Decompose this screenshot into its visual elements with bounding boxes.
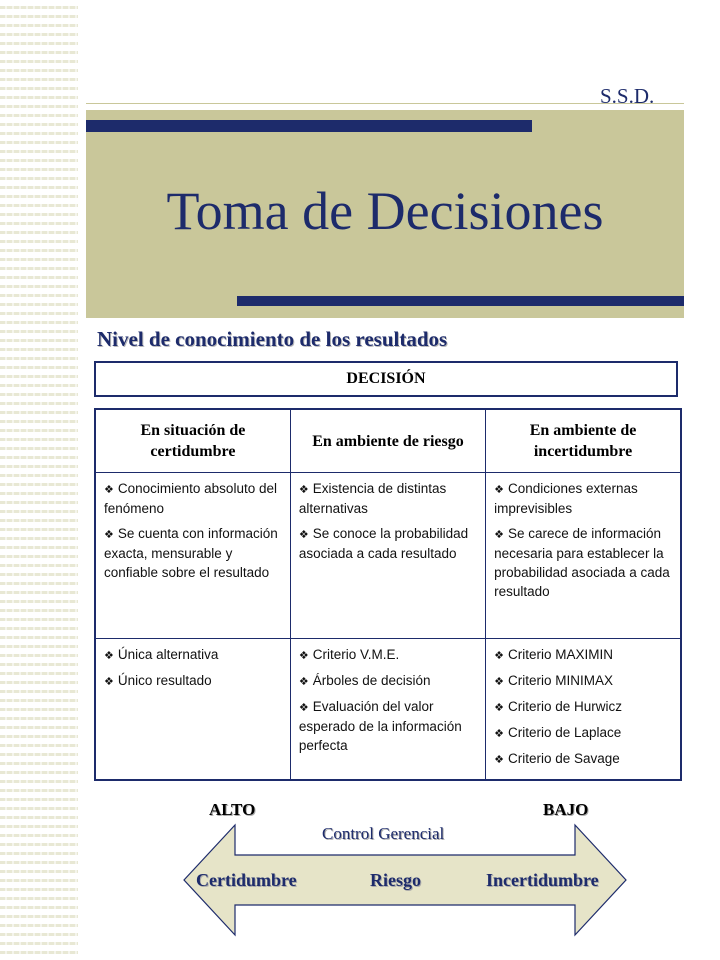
diamond-bullet-icon: ❖ bbox=[104, 483, 114, 496]
diamond-bullet-icon: ❖ bbox=[494, 649, 504, 662]
list-item-text: Criterio de Savage bbox=[507, 751, 620, 766]
spectrum-uncertainty: Incertidumbre bbox=[486, 870, 599, 890]
characteristics-cell-certainty bbox=[95, 473, 290, 639]
list-item bbox=[494, 697, 674, 717]
list-item-text: Árboles de decisión bbox=[312, 673, 431, 688]
control-label: Control Gerencial bbox=[322, 824, 445, 843]
control-high-label: ALTO bbox=[209, 800, 256, 819]
list-item bbox=[299, 479, 479, 518]
title-bar-bottom bbox=[237, 296, 684, 306]
methods-cell-certainty bbox=[95, 639, 290, 781]
list-item bbox=[494, 479, 674, 518]
column-heading-uncertainty: En ambiente de incertidumbre bbox=[486, 409, 681, 473]
diamond-bullet-icon: ❖ bbox=[298, 701, 309, 714]
list-item bbox=[104, 645, 284, 665]
diamond-bullet-icon: ❖ bbox=[494, 483, 504, 496]
diamond-bullet-icon: ❖ bbox=[104, 528, 114, 541]
top-rule bbox=[86, 103, 684, 104]
list-item-text: Criterio de Laplace bbox=[507, 725, 622, 740]
list-item-text: Criterio V.M.E. bbox=[312, 647, 400, 662]
characteristics-cell-uncertainty bbox=[486, 473, 681, 639]
list-item bbox=[299, 671, 479, 691]
diamond-bullet-icon: ❖ bbox=[298, 528, 309, 541]
list-item-text: Único resultado bbox=[117, 673, 212, 688]
list-item bbox=[104, 479, 284, 518]
column-heading-risk: En ambiente de riesgo bbox=[290, 409, 485, 473]
list-item-text: Conocimiento absoluto del fenómeno bbox=[104, 481, 277, 516]
spectrum-risk: Riesgo bbox=[370, 870, 421, 890]
section-subtitle: Nivel de conocimiento de los resultados bbox=[97, 327, 448, 351]
list-item-text: Se cuenta con información exacta, mensurable y confiable sobre el resultado bbox=[104, 526, 278, 580]
diamond-bullet-icon: ❖ bbox=[494, 701, 504, 714]
title-bar-top bbox=[86, 120, 532, 132]
list-item-text: Criterio MINIMAX bbox=[507, 673, 613, 688]
methods-cell-uncertainty bbox=[486, 639, 681, 781]
list-item bbox=[299, 697, 479, 755]
list-item bbox=[494, 645, 674, 665]
list-item-text: Única alternativa bbox=[117, 647, 219, 662]
list-item-text: Existencia de distintas alternativas bbox=[298, 481, 447, 516]
list-item bbox=[299, 524, 479, 563]
diamond-bullet-icon: ❖ bbox=[494, 675, 504, 688]
control-low-label: BAJO bbox=[543, 800, 589, 819]
diamond-bullet-icon: ❖ bbox=[298, 483, 309, 496]
methods-row bbox=[95, 639, 681, 781]
list-item bbox=[494, 671, 674, 691]
list-item-text: Condiciones externas imprevisibles bbox=[494, 481, 638, 516]
list-item bbox=[299, 645, 479, 665]
diamond-bullet-icon: ❖ bbox=[298, 649, 309, 662]
diamond-bullet-icon: ❖ bbox=[494, 727, 504, 740]
list-item bbox=[494, 749, 674, 769]
diamond-bullet-icon: ❖ bbox=[298, 675, 309, 688]
list-item-text: Se conoce la probabilidad asociada a cada resultado bbox=[298, 526, 469, 561]
diamond-bullet-icon: ❖ bbox=[104, 675, 114, 688]
spectrum-certainty: Certidumbre bbox=[196, 870, 297, 890]
header-row bbox=[95, 409, 681, 473]
page-title: Toma de Decisiones bbox=[166, 181, 604, 241]
list-item bbox=[494, 723, 674, 743]
decision-label: DECISIÓN bbox=[346, 370, 426, 387]
list-item bbox=[104, 671, 284, 691]
diamond-bullet-icon: ❖ bbox=[494, 528, 504, 541]
list-item-text: Evaluación del valor esperado de la información perfecta bbox=[298, 699, 462, 753]
list-item-text: Se carece de información necesaria para establecer la probabilidad asociada a cada resultado bbox=[494, 526, 670, 599]
decorative-stripes bbox=[0, 0, 78, 960]
list-item-text: Criterio MAXIMIN bbox=[507, 647, 613, 662]
decision-header bbox=[94, 361, 678, 397]
column-heading-certainty: En situación de certidumbre bbox=[95, 409, 290, 473]
list-item bbox=[104, 524, 284, 582]
diamond-bullet-icon: ❖ bbox=[494, 753, 504, 766]
list-item-text: Criterio de Hurwicz bbox=[507, 699, 622, 714]
author-tag: S.S.D. bbox=[600, 84, 655, 108]
list-item bbox=[494, 524, 674, 601]
diamond-bullet-icon: ❖ bbox=[104, 649, 114, 662]
characteristics-row bbox=[95, 473, 681, 639]
methods-cell-risk bbox=[290, 639, 485, 781]
decision-matrix bbox=[94, 408, 682, 781]
characteristics-cell-risk bbox=[290, 473, 485, 639]
